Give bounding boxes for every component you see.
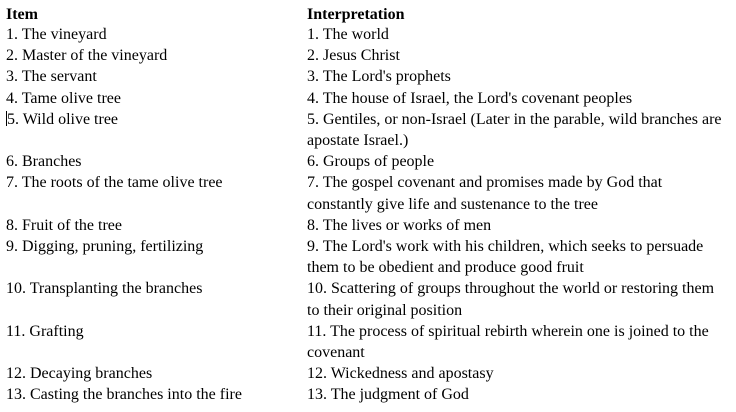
item-cell: 4. Tame olive tree [6, 89, 121, 107]
item-cell: 12. Decaying branches [6, 365, 153, 383]
table-row [6, 215, 730, 236]
interpretation-cell: 12. Wickedness and apostasy [307, 365, 494, 383]
table-row [6, 88, 730, 109]
interpretation-cell: 7. The gospel covenant and promises made by God that constantly give life and sustenance to the tree [307, 174, 663, 213]
table-row [6, 384, 730, 405]
item-cell: 7. The roots of the tame olive tree [6, 174, 223, 192]
table-row [6, 321, 730, 363]
interpretation-cell: 3. The Lord's prophets [307, 68, 451, 86]
table-row [6, 66, 730, 87]
item-cell: 1. The vineyard [6, 26, 107, 43]
item-cell: 9. Digging, pruning, fertilizing [6, 238, 204, 256]
interpretation-cell: 4. The house of Israel, the Lord's covenant peoples [307, 89, 633, 107]
table-row [6, 172, 730, 214]
item-cell: 13. Casting the branches into the fire [6, 386, 242, 404]
item-cell-with-caret[interactable] [6, 109, 307, 151]
item-cell: 6. Branches [6, 153, 82, 171]
interpretation-cell: 9. The Lord's work with his children, which seeks to persuade them to be obedient and produce good fruit [307, 238, 704, 277]
table-row [6, 109, 730, 151]
interpretation-cell: 11. The process of spiritual rebirth wherein one is joined to the covenant [307, 322, 709, 362]
table-row [6, 45, 730, 66]
table-row [6, 278, 730, 320]
item-cell: 10. Transplanting the branches [6, 280, 203, 298]
item-text: 5. Wild olive tree [7, 110, 119, 128]
item-cell: 2. Master of the vineyard [6, 47, 168, 65]
interpretation-cell: 1. The world [307, 26, 389, 43]
interpretation-cell: 8. The lives or works of men [307, 216, 492, 234]
header-interpretation: Interpretation [307, 6, 405, 23]
document-page [6, 5, 734, 409]
interpretation-cell: 2. Jesus Christ [307, 47, 400, 65]
interpretation-cell: 13. The judgment of God [307, 386, 469, 404]
interpretation-cell: 5. Gentiles, or non-Israel (Later in the parable, wild branches are apostate Israel.) [307, 110, 722, 150]
allegory-table [6, 5, 730, 406]
interpretation-cell: 6. Groups of people [307, 153, 435, 171]
interpretation-cell: 10. Scattering of groups throughout the world or restoring them to their original position [307, 280, 715, 319]
table-row [6, 363, 730, 384]
item-cell: 3. The servant [6, 68, 97, 86]
header-item: Item [6, 6, 38, 23]
table-row [6, 151, 730, 172]
table-row [6, 236, 730, 278]
item-cell: 11. Grafting [6, 322, 84, 340]
item-cell: 8. Fruit of the tree [6, 216, 122, 234]
table-header-row [6, 5, 730, 24]
table-row [6, 24, 730, 45]
